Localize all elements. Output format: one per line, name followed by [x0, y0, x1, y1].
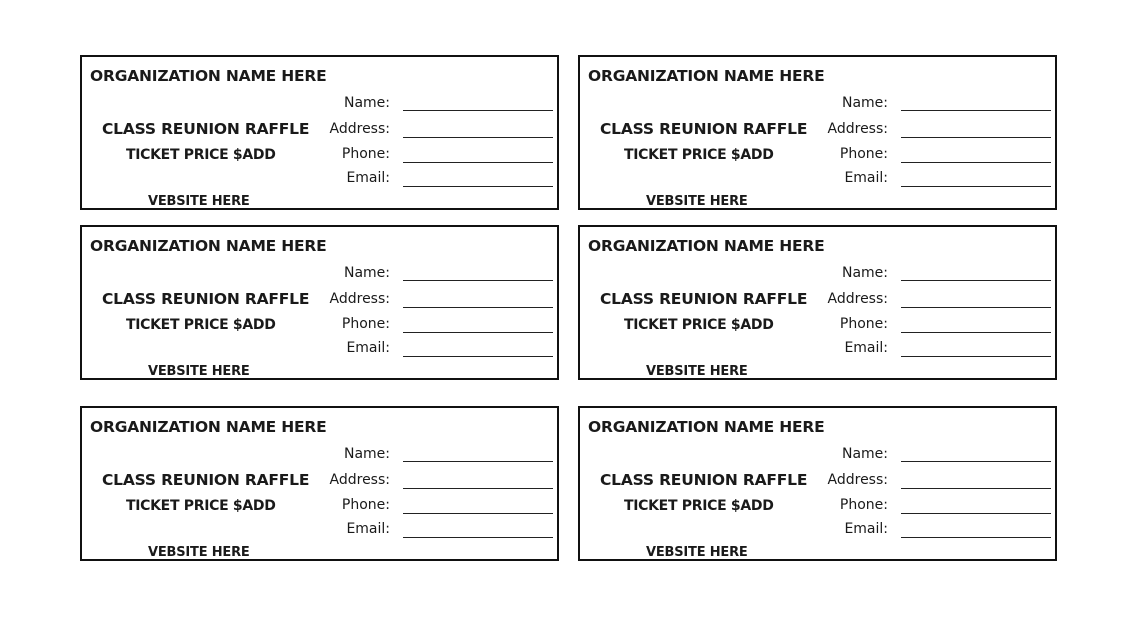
name-field-line — [403, 280, 553, 281]
email-label: Email: — [844, 340, 888, 356]
phone-label: Phone: — [341, 316, 390, 332]
address-label: Address: — [827, 121, 888, 137]
email-field-line — [403, 356, 553, 357]
ticket-price: TICKET PRICE $ADD — [126, 317, 276, 333]
name-label: Name: — [343, 446, 390, 462]
name-field-line — [403, 110, 553, 111]
raffle-ticket-1 — [80, 55, 559, 210]
email-field-line — [901, 537, 1051, 538]
email-label: Email: — [346, 170, 390, 186]
name-field-line — [901, 280, 1051, 281]
name-field-line — [901, 461, 1051, 462]
email-label: Email: — [844, 521, 888, 537]
organization-name: ORGANIZATION NAME HERE — [588, 67, 825, 85]
name-label: Name: — [841, 95, 888, 111]
address-field-line — [901, 488, 1051, 489]
phone-label: Phone: — [839, 497, 888, 513]
address-label: Address: — [827, 472, 888, 488]
phone-label: Phone: — [341, 146, 390, 162]
organization-name: ORGANIZATION NAME HERE — [588, 237, 825, 255]
event-title: CLASS REUNION RAFFLE — [102, 290, 310, 308]
address-label: Address: — [827, 291, 888, 307]
email-label: Email: — [346, 521, 390, 537]
email-field-line — [901, 356, 1051, 357]
address-field-line — [901, 307, 1051, 308]
phone-label: Phone: — [839, 316, 888, 332]
phone-field-line — [403, 513, 553, 514]
event-title: CLASS REUNION RAFFLE — [102, 471, 310, 489]
raffle-ticket-4 — [578, 225, 1057, 380]
website-text: VEBSITE HERE — [646, 194, 748, 209]
phone-label: Phone: — [341, 497, 390, 513]
phone-field-line — [403, 162, 553, 163]
address-field-line — [403, 137, 553, 138]
organization-name: ORGANIZATION NAME HERE — [90, 237, 327, 255]
organization-name: ORGANIZATION NAME HERE — [90, 418, 327, 436]
name-field-line — [901, 110, 1051, 111]
name-label: Name: — [343, 95, 390, 111]
event-title: CLASS REUNION RAFFLE — [102, 120, 310, 138]
email-field-line — [403, 186, 553, 187]
name-field-line — [403, 461, 553, 462]
raffle-ticket-5 — [80, 406, 559, 561]
address-field-line — [403, 488, 553, 489]
phone-field-line — [403, 332, 553, 333]
organization-name: ORGANIZATION NAME HERE — [90, 67, 327, 85]
event-title: CLASS REUNION RAFFLE — [600, 120, 808, 138]
email-label: Email: — [346, 340, 390, 356]
event-title: CLASS REUNION RAFFLE — [600, 290, 808, 308]
email-label: Email: — [844, 170, 888, 186]
website-text: VEBSITE HERE — [646, 364, 748, 379]
website-text: VEBSITE HERE — [148, 545, 250, 560]
website-text: VEBSITE HERE — [646, 545, 748, 560]
ticket-price: TICKET PRICE $ADD — [624, 147, 774, 163]
raffle-ticket-2 — [578, 55, 1057, 210]
address-label: Address: — [329, 121, 390, 137]
raffle-ticket-6 — [578, 406, 1057, 561]
phone-label: Phone: — [839, 146, 888, 162]
raffle-ticket-3 — [80, 225, 559, 380]
address-field-line — [901, 137, 1051, 138]
ticket-price: TICKET PRICE $ADD — [126, 498, 276, 514]
ticket-price: TICKET PRICE $ADD — [126, 147, 276, 163]
phone-field-line — [901, 332, 1051, 333]
name-label: Name: — [841, 446, 888, 462]
phone-field-line — [901, 162, 1051, 163]
address-label: Address: — [329, 291, 390, 307]
website-text: VEBSITE HERE — [148, 364, 250, 379]
email-field-line — [901, 186, 1051, 187]
name-label: Name: — [841, 265, 888, 281]
website-text: VEBSITE HERE — [148, 194, 250, 209]
address-field-line — [403, 307, 553, 308]
address-label: Address: — [329, 472, 390, 488]
ticket-price: TICKET PRICE $ADD — [624, 317, 774, 333]
event-title: CLASS REUNION RAFFLE — [600, 471, 808, 489]
email-field-line — [403, 537, 553, 538]
phone-field-line — [901, 513, 1051, 514]
name-label: Name: — [343, 265, 390, 281]
ticket-price: TICKET PRICE $ADD — [624, 498, 774, 514]
organization-name: ORGANIZATION NAME HERE — [588, 418, 825, 436]
